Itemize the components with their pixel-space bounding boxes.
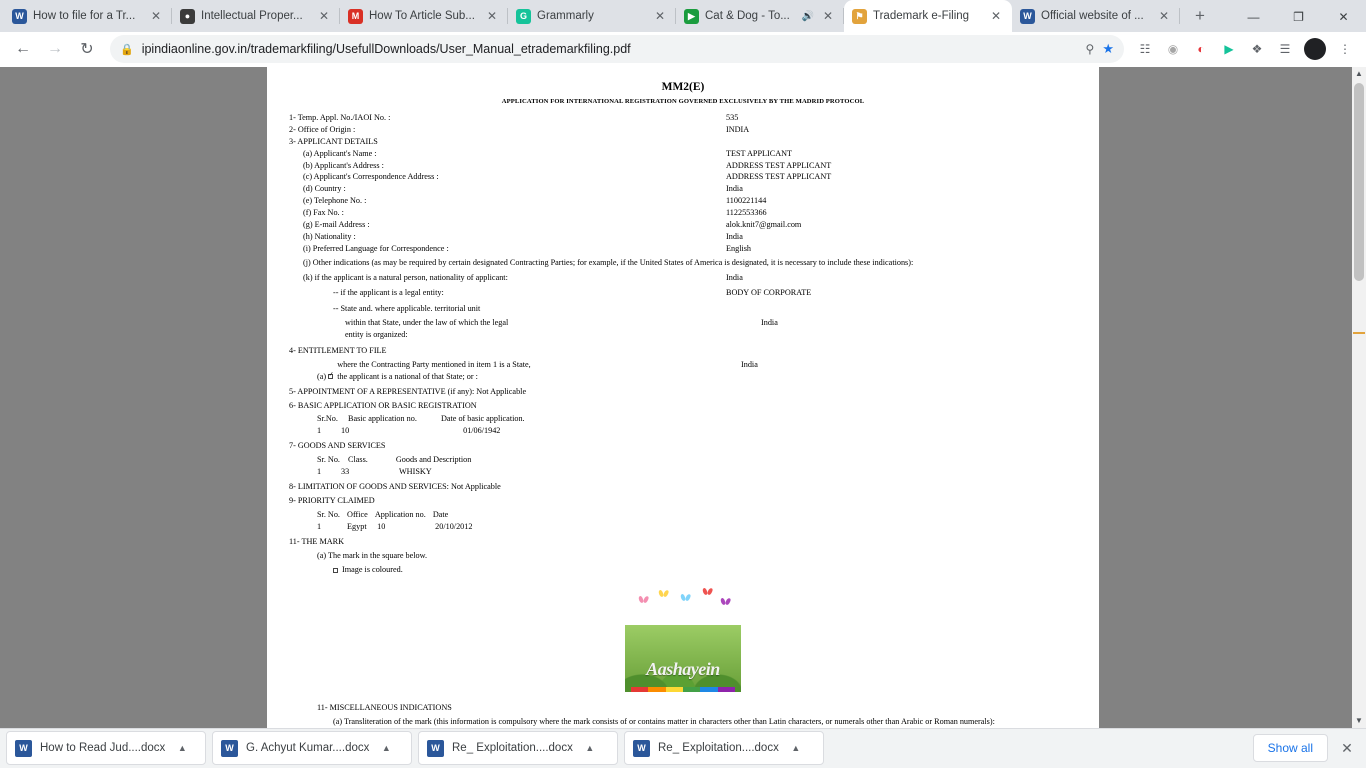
maximize-button[interactable]: ❐ (1293, 10, 1304, 24)
col-srno: Sr. No. (317, 455, 340, 465)
close-icon[interactable]: ✕ (150, 9, 162, 23)
word-doc-icon: W (427, 740, 444, 757)
word-doc-icon: W (1020, 9, 1035, 24)
download-item[interactable] (6, 731, 206, 765)
word-doc-icon: W (12, 9, 27, 24)
applicant-value: TEST APPLICANT (726, 148, 793, 158)
brave-shield-icon[interactable]: ◉ (1167, 42, 1179, 57)
state-sub-value: India (761, 318, 778, 328)
page-subtitle: APPLICATION FOR INTERNATIONAL REGISTRATION GOVERNED EXCLUSIVELY BY THE MADRID PROTOCOL (501, 98, 865, 106)
notes-extension-icon[interactable]: ☰ (1279, 42, 1291, 57)
applicant-value: ADDRESS TEST APPLICANT (726, 172, 832, 182)
state-label: -- State and. where applicable. territorial unit (333, 304, 481, 314)
download-name: Re_ Exploitation....docx (452, 742, 573, 755)
applicant-label: (f) Fax No. : (303, 208, 344, 218)
vertical-scrollbar[interactable] (1352, 67, 1366, 728)
applicant-label: (i) Preferred Language for Correspondence : (303, 243, 449, 253)
col-goods-desc: Goods and Description (395, 455, 472, 465)
butterfly-icon (721, 598, 730, 607)
youtube-icon: ▶ (684, 9, 699, 24)
applicant-value: English (726, 243, 752, 253)
butterfly-icon (703, 588, 712, 597)
chevron-up-icon[interactable]: ▲ (585, 743, 595, 754)
tab-label: Cat & Dog - To... (705, 10, 790, 22)
field-label: 2- Office of Origin : (289, 124, 356, 134)
cell-app-no: 10 (377, 521, 386, 531)
mark-coloured-row (289, 564, 1077, 576)
viewer-right-gutter (1088, 67, 1352, 728)
close-icon[interactable]: ✕ (318, 9, 330, 23)
butterfly-icon (659, 590, 668, 599)
entitlement-row (289, 359, 1077, 383)
cell-app-no: 10 (341, 426, 350, 436)
viewer-left-gutter (0, 67, 258, 728)
col-basic-date: Date of basic application. (440, 414, 525, 424)
state-sub-label: within that State, under the law of which the legal entity is organized: (345, 318, 509, 340)
mark-sub-a: (a) The mark in the square below. (317, 551, 428, 561)
lock-icon: 🔒 (120, 43, 134, 56)
image-color-bar (631, 687, 735, 692)
applicant-row (289, 243, 1077, 255)
applicant-row (289, 195, 1077, 207)
url-text: ipindiaonline.gov.in/trademarkfiling/UsefullDownloads/User_Manual_etrademarkfiling.pdf (141, 42, 631, 57)
mark-coloured-label: Image is coloured. (342, 565, 403, 575)
applicant-row (289, 219, 1077, 231)
natural-person-value: India (726, 272, 743, 282)
browser-menu-icon[interactable]: ⋮ (1339, 42, 1351, 57)
applicant-details-heading: 3- APPLICANT DETAILS (289, 136, 378, 146)
field-row (289, 124, 1077, 136)
applicant-value: 1100221144 (726, 196, 767, 206)
col-class: Class. (348, 455, 368, 465)
show-all-downloads-button[interactable]: Show all (1253, 734, 1328, 762)
trademark-image (625, 584, 741, 692)
back-button[interactable]: ← (15, 40, 31, 58)
forward-button[interactable]: → (47, 40, 63, 58)
field-value: INDIA (726, 124, 750, 134)
close-window-button[interactable]: ✕ (1338, 10, 1349, 24)
checkbox-icon[interactable] (333, 568, 338, 573)
tab-label: Grammarly (537, 10, 594, 22)
tab-strip (0, 0, 1366, 32)
misc-heading: 11- MISCELLANEOUS INDICATIONS (317, 703, 452, 713)
mark-heading: 11- THE MARK (289, 537, 345, 547)
applicant-label: (g) E-mail Address : (303, 219, 370, 229)
butterfly-icon (681, 594, 690, 603)
tab-label: How To Article Sub... (369, 10, 475, 22)
entitlement-label-b: where the Contracting Party mentioned in item 1 is a State, the applicant is a national of that State; or : (337, 359, 531, 381)
tab-label: Intellectual Proper... (201, 10, 303, 22)
applicant-label: (a) Applicant's Name : (303, 148, 377, 158)
basic-heading: 6- BASIC APPLICATION OR BASIC REGISTRATION (289, 400, 477, 410)
grammarly-icon: G (516, 9, 531, 24)
download-item[interactable] (212, 731, 412, 765)
chevron-up-icon[interactable]: ▲ (177, 743, 187, 754)
legal-entity-value: BODY OF CORPORATE (726, 288, 812, 298)
opera-extension-icon[interactable]: ◐ (1197, 42, 1205, 57)
col-app-no: Application no. (374, 509, 426, 519)
close-icon[interactable]: ✕ (654, 9, 666, 23)
close-icon[interactable]: ✕ (1158, 9, 1170, 23)
applicant-value: alok.knit7@gmail.com (726, 219, 802, 229)
pdf-page (267, 67, 1099, 728)
basic-table-header (289, 413, 1077, 425)
butterfly-icon (639, 596, 648, 605)
download-item[interactable] (624, 731, 824, 765)
close-icon[interactable]: ✕ (486, 9, 498, 23)
word-doc-icon: W (15, 740, 32, 757)
applicant-value: India (726, 184, 743, 194)
checkbox-checked-icon[interactable] (328, 374, 333, 379)
legal-entity-label: -- if the applicant is a legal entity: (333, 288, 444, 298)
limitation-line: 8- LIMITATION OF GOODS AND SERVICES: Not Applicable (289, 481, 501, 491)
applicant-row (289, 160, 1077, 172)
tab-label: Official website of ... (1041, 10, 1144, 22)
address-bar[interactable] (110, 35, 1124, 63)
cell-date: 01/06/1942 (463, 426, 501, 436)
globe-icon: ● (180, 9, 195, 24)
close-icon[interactable]: ✕ (822, 9, 834, 23)
cell-srno: 1 (317, 467, 322, 477)
table-row (289, 521, 1077, 533)
applicant-label: (b) Applicant's Address : (303, 160, 384, 170)
mark-image-text: Aashayein (646, 659, 720, 680)
gmail-icon: M (348, 9, 363, 24)
download-name: G. Achyut Kumar....docx (246, 742, 370, 755)
close-downloads-bar-icon[interactable]: ✕ (1341, 739, 1353, 756)
new-tab-button[interactable]: + (1195, 6, 1205, 25)
tab-1[interactable] (172, 0, 340, 32)
applicant-row (289, 148, 1077, 160)
page-title: MM2(E) (661, 80, 705, 93)
grammarly-extension-icon[interactable]: ▶ (1224, 42, 1234, 57)
priority-heading: 9- PRIORITY CLAIMED (289, 495, 375, 505)
field-row (289, 112, 1077, 124)
downloads-bar (0, 728, 1366, 768)
applicant-label: (c) Applicant's Correspondence Address : (303, 172, 439, 182)
representative-line: 5- APPOINTMENT OF A REPRESENTATIVE (if any): Not Applicable (289, 386, 527, 396)
tab-4[interactable] (676, 0, 844, 32)
bookmark-star-icon[interactable]: ★ (1102, 41, 1114, 57)
search-magnifier-icon[interactable]: ⚲ (1085, 42, 1095, 57)
legal-entity-row (289, 287, 1077, 299)
tab-2[interactable] (340, 0, 508, 32)
reading-list-icon[interactable]: ☷ (1139, 42, 1151, 57)
field-label: 1- Temp. Appl. No./IAOI No. : (289, 112, 391, 122)
applicant-row (289, 183, 1077, 195)
field-value: 535 (726, 112, 739, 122)
priority-table-header (289, 509, 1077, 521)
entitlement-label-a: (a) (317, 371, 327, 381)
puzzle-extensions-icon[interactable]: ❖ (1251, 42, 1263, 57)
pdf-icon: ⚑ (852, 9, 867, 24)
applicant-row (289, 207, 1077, 219)
cell-date: 20/10/2012 (435, 521, 473, 531)
avatar[interactable] (1304, 38, 1326, 60)
minimize-button[interactable]: — (1247, 10, 1260, 24)
applicant-label: (e) Telephone No. : (303, 196, 367, 206)
cell-srno: 1 (317, 426, 322, 436)
table-row (289, 425, 1077, 437)
window-controls (1231, 0, 1366, 34)
scrollbar-thumb[interactable] (1354, 83, 1364, 281)
cell-desc: WHISKY (398, 467, 432, 477)
tab-5-active[interactable] (844, 0, 1012, 32)
table-row (289, 466, 1077, 478)
close-icon[interactable]: ✕ (990, 9, 1002, 23)
tab-0[interactable] (4, 0, 172, 32)
other-indications-text: (j) Other indications (as may be required by certain designated Contracting Parties; for example, if the United States of America is designated, it is necessary to include these indications): (303, 257, 914, 267)
cell-office: Egypt (347, 521, 367, 531)
download-name: How to Read Jud....docx (40, 742, 166, 755)
pdf-viewer (0, 67, 1366, 728)
applicant-label: (h) Nationality : (303, 231, 356, 241)
reload-button[interactable]: ↻ (80, 41, 94, 59)
download-item[interactable] (418, 731, 618, 765)
entitlement-value: India (741, 359, 758, 369)
goods-heading: 7- GOODS AND SERVICES (289, 441, 386, 451)
col-office: Office (347, 509, 368, 519)
applicant-value: 1122553366 (726, 208, 767, 218)
natural-person-label: (k) if the applicant is a natural person, nationality of applicant: (303, 272, 508, 282)
applicant-row (289, 171, 1077, 183)
applicant-value: India (726, 231, 743, 241)
applicant-row (289, 231, 1077, 243)
tab-6[interactable] (1012, 0, 1180, 32)
chevron-up-icon[interactable]: ▲ (381, 743, 391, 754)
tab-label: Trademark e-Filing (873, 10, 970, 22)
scrollbar-marker (1353, 332, 1365, 334)
tab-3[interactable] (508, 0, 676, 32)
scroll-up-arrow-icon[interactable]: ▲ (1352, 67, 1366, 81)
download-name: Re_ Exploitation....docx (658, 742, 779, 755)
misc-text: (a) Transliteration of the mark (this information is compulsory where the mark consists of or contains matter in characters other than Latin characters, or numerals other than Arabic or Roman numerals): (333, 717, 995, 727)
natural-person-row (289, 272, 1077, 284)
applicant-value: ADDRESS TEST APPLICANT (726, 160, 832, 170)
applicant-label: (d) Country : (303, 184, 346, 194)
word-doc-icon: W (633, 740, 650, 757)
chevron-up-icon[interactable]: ▲ (791, 743, 801, 754)
goods-table-header (289, 454, 1077, 466)
col-srno: Sr. No. (317, 509, 340, 519)
scroll-down-arrow-icon[interactable]: ▼ (1352, 714, 1366, 728)
tab-label: How to file for a Tr... (33, 10, 136, 22)
col-basic-app-no: Basic application no. (347, 414, 417, 424)
col-date: Date (432, 509, 449, 519)
word-doc-icon: W (221, 740, 238, 757)
entitlement-heading: 4- ENTITLEMENT TO FILE (289, 346, 387, 355)
cell-class: 33 (341, 467, 350, 477)
col-srno: Sr.No. (317, 414, 338, 424)
cell-srno: 1 (317, 521, 322, 531)
browser-toolbar (0, 32, 1366, 67)
state-sub-row (289, 317, 1077, 341)
tab-mute-icon[interactable]: 🔊 (801, 10, 814, 22)
